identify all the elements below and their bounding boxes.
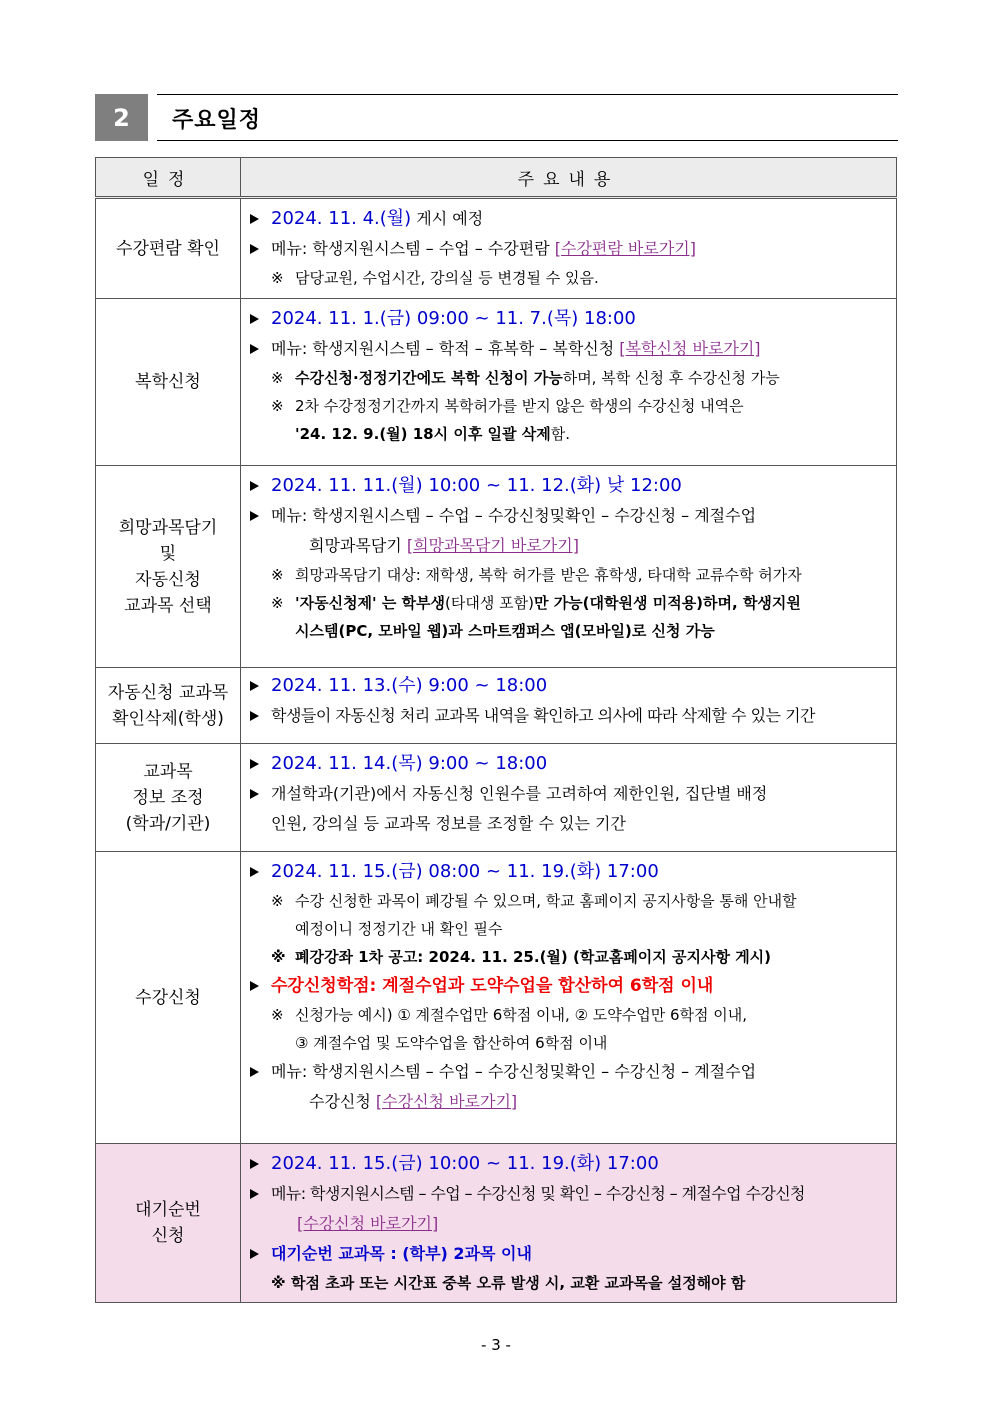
menu-path: 메뉴: 학생지원시스템 – 수업 – 수강편람 [271, 239, 555, 258]
bullet-item [249, 1179, 888, 1209]
bullet-triangle-icon [250, 1189, 259, 1199]
bullet-triangle-icon [250, 759, 259, 769]
row-label: 수강신청 [96, 852, 241, 1144]
note-continuation: 예정이니 정정기간 내 확인 필수 [295, 920, 503, 938]
bullet-item [249, 749, 888, 779]
note-mark: ※ [271, 594, 284, 612]
bullet-triangle-icon [250, 789, 259, 799]
bullet-item [249, 304, 888, 334]
bullet-triangle-icon [250, 344, 259, 354]
table-row [96, 744, 897, 852]
wishlist-link[interactable]: [희망과목담기 바로가기] [406, 536, 579, 555]
bullet-triangle-icon [250, 481, 259, 491]
page-number: - 3 - [481, 1336, 511, 1354]
bullet-triangle-icon [250, 244, 259, 254]
section-header [95, 94, 898, 141]
row-label: 복학신청 [96, 299, 241, 466]
course-registration-link[interactable]: [수강신청 바로가기] [297, 1214, 439, 1233]
date-range: 2024. 11. 11.(월) 10:00 ~ 11. 12.(화) 낮 12:00 [271, 475, 682, 496]
note-mark: ※ [271, 892, 284, 910]
row-content [241, 744, 897, 852]
section-bottom-rule [157, 140, 898, 141]
header-content: 주요내용 [241, 158, 897, 198]
note-mark: ※ [271, 269, 284, 287]
row-label: 교과목 정보 조정 (학과/기관) [96, 744, 241, 852]
bullet-triangle-icon [250, 711, 259, 721]
bullet-item [249, 857, 888, 887]
row-content [241, 466, 897, 668]
menu-continuation: 희망과목담기 [희망과목담기 바로가기] [309, 536, 579, 555]
section-number: 2 [95, 94, 148, 141]
course-catalog-link[interactable]: [수강편람 바로가기] [554, 239, 696, 258]
return-to-school-link[interactable]: [복학신청 바로가기] [619, 339, 761, 358]
table-row [96, 668, 897, 744]
waitlist-limit: 대기순번 교과목 : (학부) 2과목 이내 [271, 1244, 532, 1263]
note-continuation: '24. 12. 9.(월) 18시 이후 일괄 삭제함. [295, 425, 570, 443]
date-range: 2024. 11. 15.(금) 08:00 ~ 11. 19.(화) 17:00 [271, 861, 659, 882]
bullet-item: 개설학과(기관)에서 자동신청 인원수를 고려하여 제한인원, 집단별 배정 [249, 779, 888, 809]
section-title: 주요일정 [172, 108, 262, 133]
date-range: 2024. 11. 1.(금) 09:00 ~ 11. 7.(목) 18:00 [271, 308, 636, 329]
section-top-rule [157, 94, 898, 95]
table-header-row [96, 158, 897, 198]
note-item: ※ 폐강강좌 1차 공고: 2024. 11. 25.(월) (학교홈페이지 공지사항 게시) [249, 943, 888, 971]
bullet-triangle-icon [250, 1249, 259, 1259]
bullet-item [249, 671, 888, 701]
menu-path: 메뉴: 학생지원시스템 – 수업 – 수강신청 및 확인 – 수강신청 – 계절수업 수강신청 [271, 1184, 805, 1203]
date-range: 2024. 11. 4.(월) [271, 208, 412, 229]
note-item: ※ 학점 초과 또는 시간표 중복 오류 발생 시, 교환 교과목을 설정해야 함 [249, 1269, 888, 1297]
note-mark: ※ [271, 369, 284, 387]
row-label: 희망과목담기 및 자동신청 교과목 선택 [96, 466, 241, 668]
row-label: 대기순번 신청 [96, 1144, 241, 1303]
bullet-item [249, 334, 888, 364]
row-content [241, 1144, 897, 1303]
bullet-item [249, 501, 888, 531]
note-item: ※ '자동신청제' 는 학부생(타대생 포함)만 가능(대학원생 미적용)하며, 학생지원 [249, 589, 888, 617]
header-schedule: 일정 [96, 158, 241, 198]
date-range: 2024. 11. 15.(금) 10:00 ~ 11. 19.(화) 17:00 [271, 1153, 659, 1174]
note-item: ※ 수강신청·정정기간에도 복학 신청이 가능하며, 복학 신청 후 수강신청 가능 [249, 364, 888, 392]
table-row [96, 852, 897, 1144]
row-content [241, 668, 897, 744]
row-label: 수강편람 확인 [96, 198, 241, 299]
bullet-item: 2024. 11. 4.(월) 게시 예정 [249, 204, 888, 234]
bullet-item [249, 971, 888, 1001]
credit-limit: 수강신청학점: 계절수업과 도약수업을 합산하여 6학점 이내 [271, 976, 714, 996]
menu-path: 메뉴: 학생지원시스템 – 수업 – 수강신청및확인 – 수강신청 – 계절수업 [271, 1062, 757, 1081]
date-range: 2024. 11. 13.(수) 9:00 ~ 18:00 [271, 675, 548, 696]
note-item: ※ 희망과목담기 대상: 재학생, 복학 허가를 받은 휴학생, 타대학 교류수학 허가자 [249, 561, 888, 589]
note-item: ※ 신청가능 예시) ① 계절수업만 6학점 이내, ② 도약수업만 6학점 이내, [249, 1001, 888, 1029]
note-mark: ※ [271, 1274, 286, 1292]
bullet-triangle-icon [250, 981, 259, 991]
bullet-triangle-icon [250, 867, 259, 877]
note-continuation: ③ 계절수업 및 도약수업을 합산하여 6학점 이내 [295, 1034, 608, 1052]
row-label: 자동신청 교과목 확인삭제(학생) [96, 668, 241, 744]
table-row [96, 1144, 897, 1303]
bullet-continuation: 인원, 강의실 등 교과목 정보를 조정할 수 있는 기간 [271, 814, 626, 833]
bullet-item [249, 234, 888, 264]
bullet-triangle-icon [250, 511, 259, 521]
menu-continuation [249, 1209, 888, 1239]
table-row [96, 466, 897, 668]
note-mark: ※ [271, 397, 284, 415]
note-mark: ※ [271, 948, 286, 966]
menu-path: 메뉴: 학생지원시스템 – 수업 – 수강신청및확인 – 수강신청 – 계절수업 [271, 506, 757, 525]
bullet-item [249, 1239, 888, 1269]
bullet-item [249, 1057, 888, 1087]
note-item: ※ 2차 수강정정기간까지 복학허가를 받지 않은 학생의 수강신청 내역은 [249, 392, 888, 420]
note-mark: ※ [271, 566, 284, 584]
row-content [241, 299, 897, 466]
row-content [241, 198, 897, 299]
table-row [96, 299, 897, 466]
note-item: ※ 담당교원, 수업시간, 강의실 등 변경될 수 있음. [249, 264, 888, 292]
bullet-triangle-icon [250, 1067, 259, 1077]
note-continuation: 시스템(PC, 모바일 웹)과 스마트캠퍼스 앱(모바일)로 신청 가능 [295, 622, 715, 640]
date-range: 2024. 11. 14.(목) 9:00 ~ 18:00 [271, 753, 548, 774]
row-content [241, 852, 897, 1144]
menu-continuation: 수강신청 [수강신청 바로가기] [309, 1092, 518, 1111]
bullet-triangle-icon [250, 1159, 259, 1169]
bullet-item: 학생들이 자동신청 처리 교과목 내역을 확인하고 의사에 따라 삭제할 수 있는 기간 [249, 701, 888, 731]
menu-path: 메뉴: 학생지원시스템 – 학적 – 휴복학 – 복학신청 [271, 339, 620, 358]
note-item: ※ 수강 신청한 과목이 폐강될 수 있으며, 학교 홈페이지 공지사항을 통해 안내할 [249, 887, 888, 915]
schedule-table [95, 157, 897, 1303]
bullet-triangle-icon [250, 214, 259, 224]
table-row [96, 198, 897, 299]
bullet-triangle-icon [250, 314, 259, 324]
course-registration-link[interactable]: [수강신청 바로가기] [375, 1092, 518, 1111]
bullet-item [249, 1149, 888, 1179]
bullet-item [249, 471, 888, 501]
note-mark: ※ [271, 1006, 284, 1024]
bullet-triangle-icon [250, 681, 259, 691]
